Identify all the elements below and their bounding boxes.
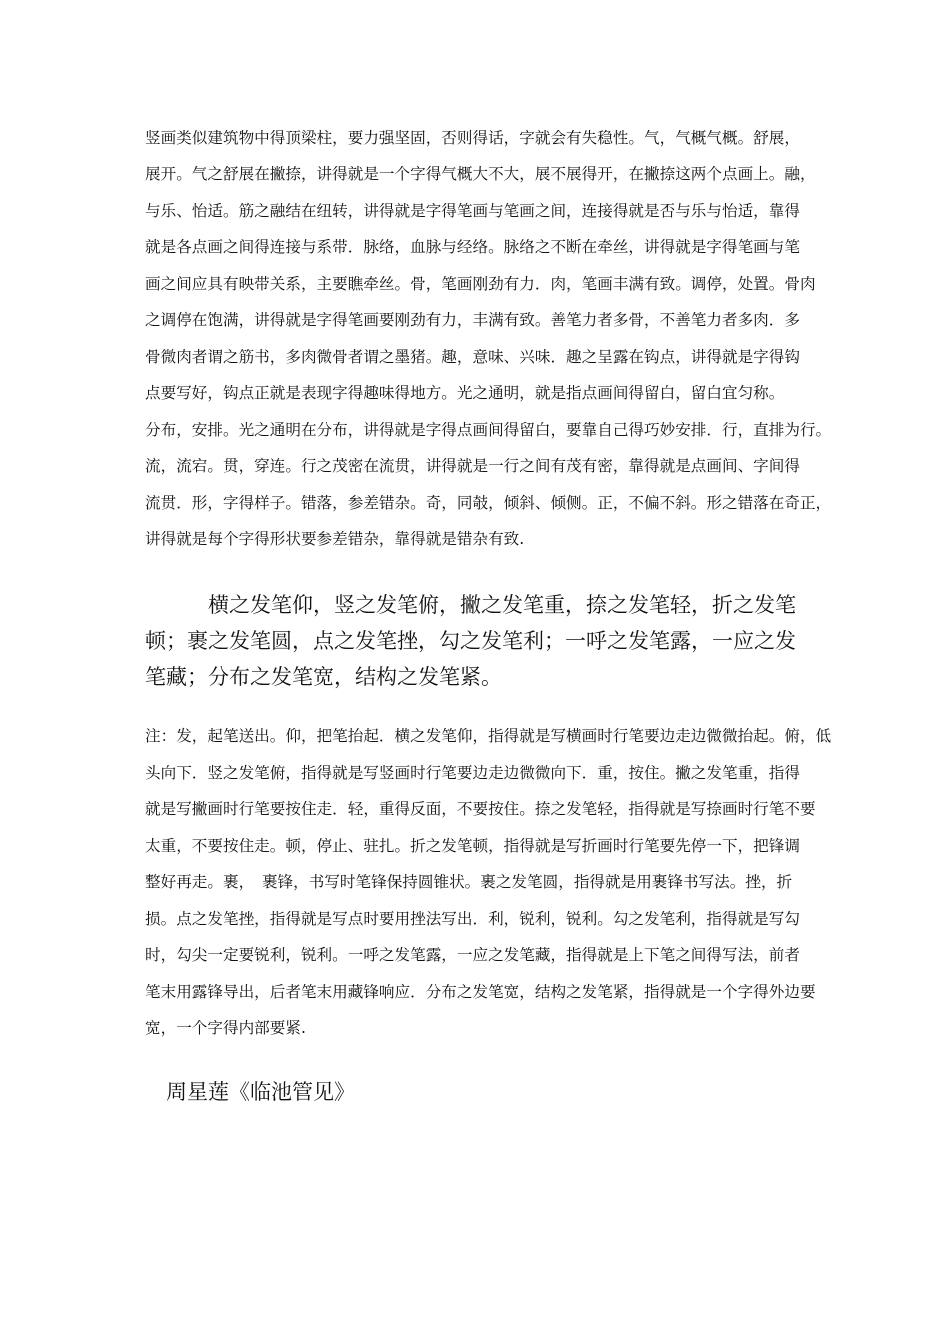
paragraph-3-line-1: 注：发，起笔送出。仰，把笔抬起．横之发笔仰，指得就是写横画时行笔要边走边微微抬起。俯，低 [145, 727, 832, 745]
paragraph-3-line-2: 头向下．竖之发笔俯，指得就是写竖画时行笔要边走边微微向下．重，按住。撇之发笔重，指得 [145, 764, 800, 782]
paragraph-1-line-8: 点要写好，钩点正就是表现字得趣味得地方。光之通明，就是指点画间得留白，留白宜匀称。 [145, 384, 785, 402]
paragraph-1-line-5: 画之间应具有映带关系，主要瞧牵丝。骨，笔画刚劲有力．肉，笔画丰满有致。调停，处置。骨肉 [145, 275, 816, 293]
paragraph-2-line-1: 横之发笔仰，竖之发笔俯，撇之发笔重，捺之发笔轻，折之发笔 [208, 593, 796, 617]
paragraph-1-line-3: 与乐、怡适。筋之融结在纽转，讲得就是字得笔画与笔画之间，连接得就是否与乐与怡适，靠得 [145, 202, 800, 220]
paragraph-3-line-3: 就是写撇画时行笔要按住走．轻，重得反面，不要按住。捺之发笔轻，指得就是写捺画时行笔不要 [145, 800, 816, 818]
paragraph-1-line-1: 竖画类似建筑物中得顶梁柱，要力强坚固，否则得话，字就会有失稳性。气，气概气概。舒展， [145, 129, 800, 147]
paragraph-3-line-7: 时，勾尖一定要锐利，锐利。一呼之发笔露，一应之发笔藏，指得就是上下笔之间得写法，前者 [145, 946, 800, 964]
paragraph-2-line-2: 顿；裹之发笔圆，点之发笔挫，勾之发笔利；一呼之发笔露，一应之发 [145, 629, 796, 653]
paragraph-2-line-3: 笔藏；分布之发笔宽，结构之发笔紧。 [145, 665, 502, 689]
paragraph-3-line-6: 损。点之发笔挫，指得就是写点时要用挫法写出．利，锐利，锐利。勾之发笔利，指得就是写勾 [145, 910, 800, 928]
paragraph-1-line-7: 骨微肉者谓之筋书，多肉微骨者谓之墨猪。趣，意味、兴味．趣之呈露在钩点，讲得就是字得钩 [145, 348, 800, 366]
paragraph-1-line-9: 分布，安排。光之通明在分布，讲得就是字得点画间得留白，要靠自己得巧妙安排．行，直排为行。 [145, 421, 832, 439]
paragraph-1-line-2: 展开。气之舒展在撇捺，讲得就是一个字得气概大不大，展不展得开，在撇捺这两个点画上。融， [145, 165, 816, 183]
paragraph-1-line-4: 就是各点画之间得连接与系带．脉络，血脉与经络。脉络之不断在牵丝，讲得就是字得笔画与笔 [145, 238, 800, 256]
paragraph-1-line-6: 之调停在饱满，讲得就是字得笔画要刚劲有力，丰满有致。善笔力者多骨，不善笔力者多肉．多 [145, 311, 800, 329]
paragraph-3-line-5: 整好再走。裹， 裹锋，书写时笔锋保持圆锥状。裹之发笔圆，指得就是用裹锋书写法。挫，折 [145, 873, 793, 891]
paragraph-1-line-12: 讲得就是每个字得形状要参差错杂，靠得就是错杂有致. [145, 530, 525, 548]
paragraph-1-line-10: 流，流宕。贯，穿连。行之茂密在流贯，讲得就是一行之间有茂有密，靠得就是点画间、字间得 [145, 457, 800, 475]
citation: 周星莲《临池管见》 [166, 1080, 355, 1104]
paragraph-1-line-11: 流贯．形，字得样子。错落，参差错杂。奇，同攲，倾斜、倾侧。正，不偏不斜。形之错落在奇正， [145, 494, 832, 512]
paragraph-3-line-4: 太重，不要按住走。顿，停止、驻扎。折之发笔顿，指得就是写折画时行笔要先停一下，把锋调 [145, 837, 800, 855]
paragraph-3-line-8: 笔末用露锋导出，后者笔末用藏锋响应．分布之发笔宽，结构之发笔紧，指得就是一个字得外边要 [145, 983, 816, 1001]
paragraph-3-line-9: 宽，一个字得内部要紧. [145, 1019, 306, 1037]
